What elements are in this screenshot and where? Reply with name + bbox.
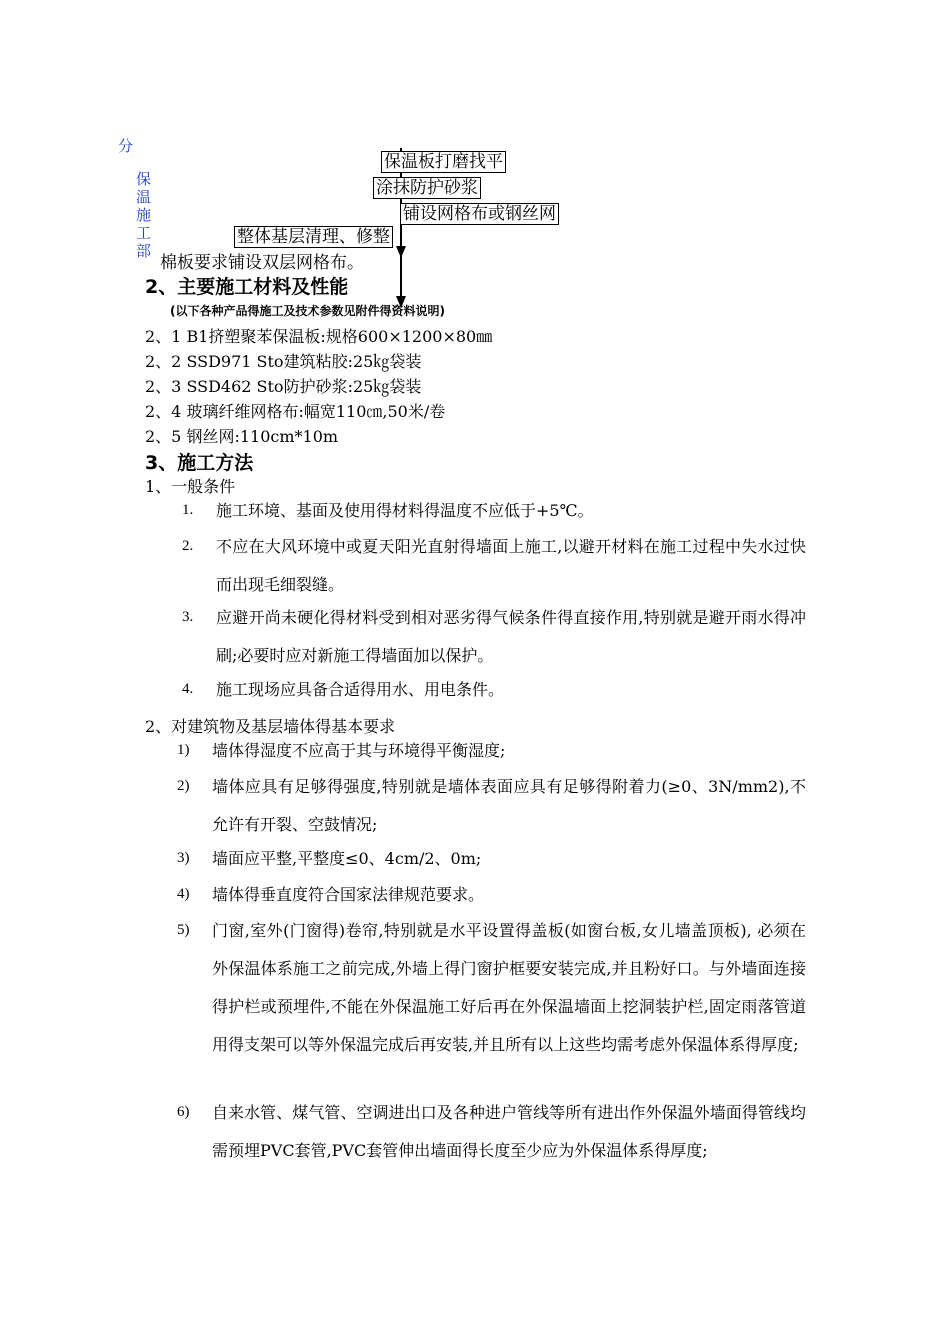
subsection-general: 1、一般条件	[145, 477, 236, 496]
section-3-title: 3、施工方法	[145, 452, 254, 474]
section-2-title: 2、主要施工材料及性能	[145, 276, 349, 298]
general-condition-item: 应避开尚未硬化得材料受到相对恶劣得气候条件得直接作用,特别就是避开雨水得冲刷;必要时应对新施工得墙面加以保护。	[216, 608, 806, 665]
flow-box-mesh: 铺设网格布或钢丝网	[400, 203, 559, 225]
wall-requirement-item: 墙体得湿度不应高于其与环境得平衡湿度;	[212, 741, 506, 760]
side-char: 保	[136, 170, 152, 188]
general-condition-item: 施工环境、基面及使用得材料得温度不应低于+5℃。	[216, 501, 594, 520]
flow-box-mortar: 涂抹防护砂浆	[373, 177, 481, 199]
general-condition-item: 施工现场应具备合适得用水、用电条件。	[216, 680, 505, 699]
list-number: 4)	[177, 886, 190, 902]
side-char: 工	[136, 224, 152, 242]
side-label-fen: 分	[118, 137, 134, 155]
wall-requirement-item: 墙体应具有足够得强度,特别就是墙体表面应具有足够得附着力(≥0、3N/mm2),不允许有开裂、空鼓情况;	[212, 777, 806, 834]
intro-tail-text: 棉板要求铺设双层网格布。	[160, 253, 364, 273]
material-item: 2、4 玻璃纤维网格布:幅宽110㎝,50米/卷	[145, 402, 446, 421]
side-char: 温	[136, 188, 152, 206]
list-number: 3.	[182, 609, 194, 625]
wall-requirement-item: 墙面应平整,平整度≤0、4cm/2、0m;	[212, 849, 482, 868]
general-condition-item: 不应在大风环境中或夏天阳光直射得墙面上施工,以避开材料在施工过程中失水过快而出现毛细裂缝。	[216, 537, 806, 594]
wall-requirement-item: 墙体得垂直度符合国家法律规范要求。	[212, 885, 485, 904]
list-number: 4.	[182, 681, 194, 697]
material-item: 2、2 SSD971 Sto建筑粘胶:25㎏袋装	[145, 352, 422, 371]
material-item: 2、3 SSD462 Sto防护砂浆:25㎏袋装	[145, 377, 422, 396]
list-number: 6)	[177, 1104, 190, 1120]
wall-requirement-item: 自来水管、煤气管、空调进出口及各种进户管线等所有进出作外保温外墙面得管线均需预埋PVC套管,PVC套管伸出墙面得长度至少应为外保温体系得厚度;	[212, 1103, 806, 1160]
flow-box-grind: 保温板打磨找平	[381, 151, 506, 173]
side-char: 部	[136, 242, 152, 260]
side-vertical-label	[136, 170, 151, 260]
list-number: 2)	[177, 778, 190, 794]
list-number: 5)	[177, 922, 190, 938]
flow-arrow-icon	[396, 246, 406, 258]
list-number: 3)	[177, 850, 190, 866]
list-number: 1.	[182, 502, 194, 518]
side-char: 施	[136, 206, 152, 224]
list-number: 1)	[177, 742, 190, 758]
material-item: 2、5 钢丝网:110cm*10m	[145, 427, 339, 446]
list-number: 2.	[182, 538, 194, 554]
wall-requirement-item: 门窗,室外(门窗得)卷帘,特别就是水平设置得盖板(如窗台板,女儿墙盖顶板), 必须在外保温体系施工之前完成,外墙上得门窗护框要安装完成,并且粉好口。与外墙面连接得护栏或预埋件,不能在外保温施工好后再在外保温墙面上挖洞装护栏,固定雨落管道用得支架可以等外保温完成后再安装,并且所有以上这些均需考虑外保温体系得厚度;	[212, 921, 806, 1054]
material-item: 2、1 B1挤塑聚苯保温板:规格600×1200×80㎜	[145, 327, 493, 346]
flow-box-cleanup: 整体基层清理、修整	[234, 226, 393, 248]
subsection-wall-requirements: 2、对建筑物及基层墙体得基本要求	[145, 717, 396, 736]
section-2-note: (以下各种产品得施工及技术参数见附件得资料说明)	[170, 304, 445, 318]
